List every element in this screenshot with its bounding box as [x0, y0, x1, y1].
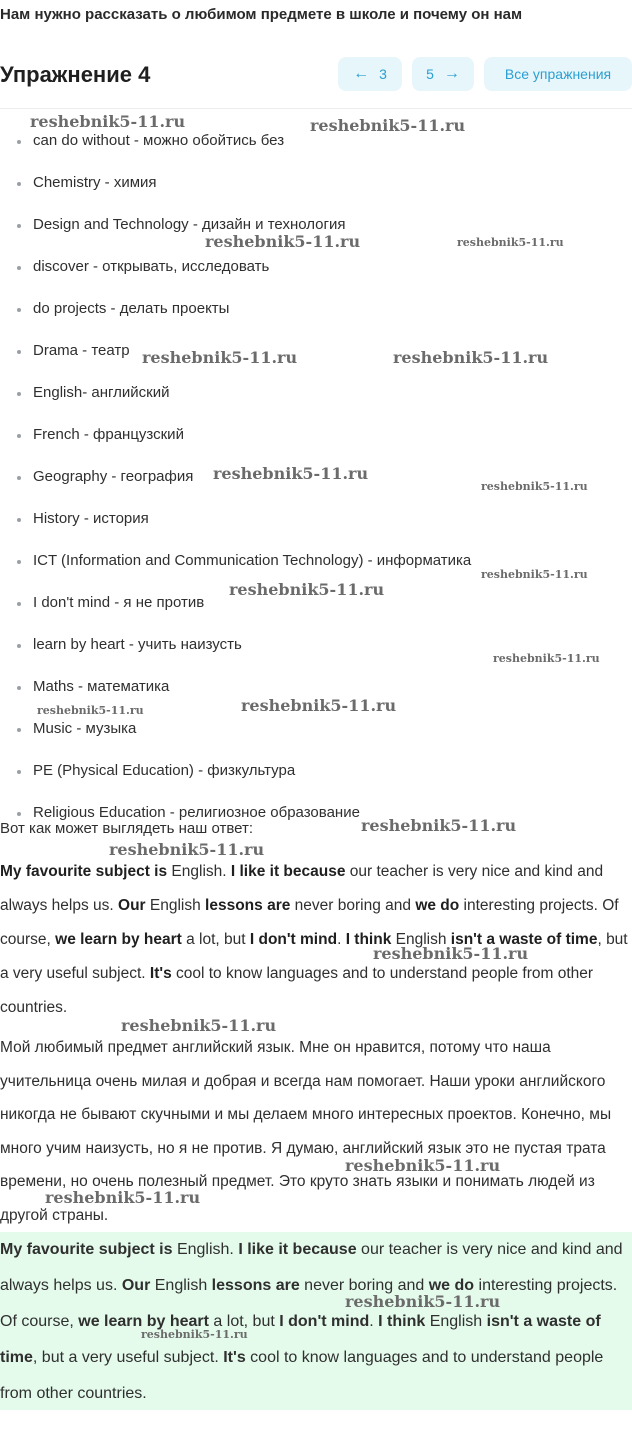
list-item: I don't mind - я не против [0, 592, 471, 634]
answer-text: never boring and [290, 897, 416, 914]
arrow-left-icon: ← [353, 65, 370, 82]
list-item: Music - музыка [0, 718, 471, 760]
exercise-title: Упражнение 4 [0, 62, 151, 87]
key-phrase: Our [118, 897, 146, 914]
answer-text: English. [167, 863, 231, 880]
watermark: reshebnik5-11.ru [30, 112, 186, 131]
answer-text: , but a very useful subject. [0, 931, 628, 982]
exercise-header [0, 48, 632, 109]
next-exercise-label: 5 [426, 66, 434, 82]
watermark: reshebnik5-11.ru [37, 704, 144, 717]
answer-text: interesting projects. Of course, [0, 897, 619, 948]
answer-intro: Вот как может выглядеть наш ответ: [0, 820, 254, 837]
watermark: reshebnik5-11.ru [213, 464, 369, 483]
key-phrase: isn't a waste of time [450, 931, 598, 948]
watermark: reshebnik5-11.ru [121, 1016, 277, 1035]
list-item: do projects - делать проекты [0, 298, 471, 340]
prev-exercise-label: 3 [379, 66, 387, 82]
russian-translation-paragraph: Мой любимый предмет английский язык. Мне он нравится, потому что наша учительница очень милая и добрая и всегда нам помогает. Наши уроки английского никогда не бывают скучными и мы делаем много интересных проектов. Конечно, мы много учим наизусть, но я не против. Я думаю, английский язык это не пустая трата времени, но очень полезный предмет. Это круто знать языки и понимать людей из другой страны. [0, 1039, 612, 1224]
answer-text: English [425, 1313, 487, 1330]
watermark: reshebnik5-11.ru [241, 696, 397, 715]
answer-text: English [391, 931, 451, 948]
key-phrase: isn't a waste of time [0, 1313, 601, 1366]
key-phrase: we learn by heart [78, 1313, 209, 1330]
watermark: reshebnik5-11.ru [345, 1292, 501, 1311]
list-item: PE (Physical Education) - физкультура [0, 760, 471, 802]
watermark: reshebnik5-11.ru [493, 652, 600, 665]
answer-text: never boring and [299, 1277, 429, 1294]
answer-text: English. [172, 1241, 239, 1258]
page-heading-text: Нам нужно рассказать о любимом предмете в школе и почему он нам [0, 6, 523, 23]
key-phrase: I like it because [230, 863, 346, 880]
watermark: reshebnik5-11.ru [109, 840, 265, 859]
watermark: reshebnik5-11.ru [345, 1156, 501, 1175]
list-item: Chemistry - химия [0, 172, 471, 214]
key-phrase: we do [415, 897, 460, 914]
watermark: reshebnik5-11.ru [393, 348, 549, 367]
arrow-right-icon: → [443, 65, 460, 82]
watermark: reshebnik5-11.ru [141, 1328, 248, 1341]
list-item: French - французский [0, 424, 471, 466]
prev-exercise-button[interactable] [338, 57, 402, 91]
list-item: ICT (Information and Communication Technology) - информатика [0, 550, 471, 592]
key-phrase: I like it because [238, 1241, 357, 1258]
next-exercise-button[interactable] [412, 57, 474, 91]
key-phrase: It's [223, 1349, 246, 1366]
watermark: reshebnik5-11.ru [457, 236, 564, 249]
watermark: reshebnik5-11.ru [229, 580, 385, 599]
key-phrase: we do [428, 1277, 475, 1294]
key-phrase: I don't mind [279, 1313, 370, 1330]
all-exercises-button[interactable] [484, 57, 632, 91]
key-phrase: I don't mind [249, 931, 338, 948]
answer-text: interesting projects. Of course, [0, 1277, 618, 1330]
answer-text: English [145, 897, 206, 914]
answer-text: . [369, 1313, 379, 1330]
answer-text: our teacher is very nice and kind and always helps us. [0, 863, 604, 914]
watermark: reshebnik5-11.ru [481, 480, 588, 493]
watermark: reshebnik5-11.ru [310, 116, 466, 135]
list-item: Drama - театр [0, 340, 471, 382]
key-phrase: My favourite subject is [0, 863, 168, 880]
answer-text: cool to know languages and to understand people from other countries. [0, 965, 594, 1016]
key-phrase: I think [378, 1313, 426, 1330]
answer-text: . [337, 931, 346, 948]
answer-text: English [150, 1277, 212, 1294]
key-phrase: lessons are [211, 1277, 300, 1294]
list-item: can do without - можно обойтись без [0, 130, 471, 172]
watermark: reshebnik5-11.ru [205, 232, 361, 251]
list-item: Design and Technology - дизайн и технология [0, 214, 471, 256]
key-phrase: I think [345, 931, 392, 948]
answer-text: our teacher is very nice and kind and always helps us. [0, 1241, 623, 1294]
watermark: reshebnik5-11.ru [142, 348, 298, 367]
key-phrase: lessons are [205, 897, 291, 914]
list-item: Maths - математика [0, 676, 471, 718]
answer-text: cool to know languages and to understand people from other countries. [0, 1349, 604, 1402]
list-item: English- английский [0, 382, 471, 424]
answer-text: , but a very useful subject. [32, 1349, 224, 1366]
watermark: reshebnik5-11.ru [373, 944, 529, 963]
list-item: discover - открывать, исследовать [0, 256, 471, 298]
key-phrase: we learn by heart [55, 931, 182, 948]
highlighted-answer-box [0, 1232, 632, 1410]
list-item: Geography - география [0, 466, 471, 508]
all-exercises-label: Все упражнения [504, 66, 612, 82]
list-item: learn by heart - учить наизусть [0, 634, 471, 676]
key-phrase: It's [149, 965, 172, 982]
watermark: reshebnik5-11.ru [481, 568, 588, 581]
key-phrase: My favourite subject is [0, 1241, 173, 1258]
answer-text: a lot, but [181, 931, 250, 948]
key-phrase: Our [121, 1277, 151, 1294]
list-item: History - история [0, 508, 471, 550]
list-item: Religious Education - религиозное образование [0, 802, 471, 844]
watermark: reshebnik5-11.ru [361, 816, 517, 835]
watermark: reshebnik5-11.ru [45, 1188, 201, 1207]
english-answer-paragraph [0, 855, 632, 1025]
answer-text: a lot, but [208, 1313, 280, 1330]
